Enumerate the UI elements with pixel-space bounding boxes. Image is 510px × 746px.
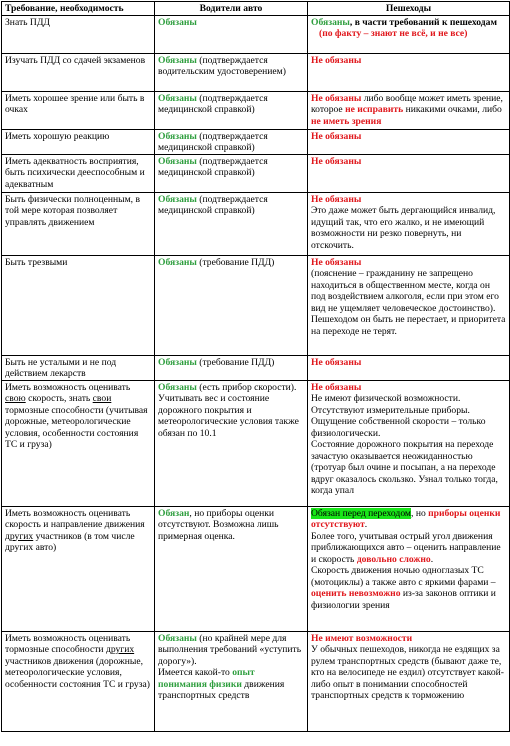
status-obliged: Обязаны [158, 92, 197, 104]
status-not-obliged: Не обязаны [311, 193, 362, 205]
table-row [2, 506, 510, 631]
status-obliged: Обязаны [158, 155, 197, 167]
drivers-cell [155, 631, 308, 731]
req-text: участников (в том числе других авто) [5, 530, 135, 553]
ped-text: либо вообще может иметь зрение, которое [311, 92, 503, 115]
comparison-table [1, 1, 510, 732]
requirement-cell [2, 380, 155, 506]
red-phrase: довольно сложно [356, 553, 431, 565]
pedestrians-cell [308, 631, 510, 731]
status-obliged: Обязаны [158, 356, 197, 368]
drivers-note: (подтверждается медицинской справкой) [158, 155, 268, 178]
requirement-cell [2, 506, 155, 631]
status-not-obliged: Не обязаны [311, 356, 362, 368]
drivers-cell [155, 506, 308, 631]
status-obliged: Обязаны [158, 256, 197, 268]
drivers-note: (есть прибор скорости). Учитывать вес и состояние дорожного покрытия и метеорологические условия также обязан по 10.1 [158, 381, 299, 439]
req-underlined: других [105, 644, 135, 655]
req-text: Иметь возможность оценивать тормозные способности [5, 632, 131, 655]
table-row [2, 355, 510, 380]
status-not-obliged: Не обязаны [311, 155, 362, 167]
requirement-cell [2, 631, 155, 731]
status-not-obliged: Не обязаны [311, 130, 362, 142]
highlighted-phrase: Обязан перед переходом [311, 507, 412, 519]
requirement-cell: Иметь адекватность восприятия, быть психически дееспособным и адекватным [2, 154, 155, 192]
drivers-note: (подтверждается медицинской справкой) [158, 130, 268, 153]
red-note: (по факту – знают не всё, и не все) [319, 28, 468, 39]
status-obliged: Обязаны [158, 16, 197, 28]
requirement-cell: Быть физически полноценным, в той мере которая позволяет управлять движением [2, 192, 155, 255]
table-header-row [2, 2, 510, 16]
req-text: тормозные способности (учитывая дорожные, метеорологические условия, особенности состояния ТС и груза) [5, 404, 148, 450]
header-pedestrians: Пешеходы [308, 2, 510, 16]
status-not-obliged: Не обязаны [311, 256, 362, 268]
drivers-note: (подтверждается медицинской справкой) [158, 92, 268, 115]
status-obliged: Обязаны [158, 130, 197, 142]
ped-text: Отсутствуют измерительные приборы. [311, 404, 470, 416]
pedestrians-cell [308, 380, 510, 506]
table-row [2, 91, 510, 129]
status-not-obliged: Не обязаны [311, 92, 362, 104]
red-phrase: приборы оценки отсутствуют [311, 507, 501, 530]
ped-text: Это даже может быть дергающийся инвалид, идущий так, что его жалко, и не имеющий возможности ни резко повернуть, ни отскочить. [311, 205, 496, 251]
status-obliged: Обязан [158, 507, 190, 519]
requirement-cell: Иметь хорошую реакцию [2, 129, 155, 154]
drivers-cell [155, 154, 308, 192]
ped-text: никакими очками, либо [403, 104, 502, 115]
red-phrase: оценить невозможно [311, 588, 401, 599]
drivers-cell [155, 380, 308, 506]
drivers-note: (подтверждается водительским удостоверением) [158, 54, 286, 77]
requirement-cell: Быть не усталыми и не под действием лекарств [2, 355, 155, 380]
green-phrase: опыт понимания физики [158, 667, 255, 690]
status-obliged: Обязаны [158, 193, 197, 205]
ped-text: Более того, учитывая острый угол движения приближающихся авто – оценить направление и скорость [311, 530, 501, 565]
pedestrians-cell [308, 355, 510, 380]
status-tail: , в части требований к пешеходам [349, 16, 497, 28]
table-row [2, 631, 510, 731]
pedestrians-cell [308, 192, 510, 255]
table-row [2, 255, 510, 355]
ped-text: , но [411, 507, 429, 519]
req-text: Иметь возможность оценивать скорость и направление движения [5, 507, 145, 530]
table-row [2, 192, 510, 255]
drivers-note: движения транспортных средств [158, 678, 285, 701]
req-underlined: других [5, 530, 34, 542]
pedestrians-cell [308, 154, 510, 192]
drivers-cell [155, 255, 308, 355]
req-underlined: свои [92, 393, 112, 404]
ped-text: Состояние дорожного покрытия на переходе зачастую оказывается неожиданностью (тротуар был очине и посыпан, а на переходе вдруг оказалось скользко. Узнал только тогда, когда упал [311, 439, 498, 496]
drivers-cell [155, 53, 308, 91]
req-underlined: свою [5, 393, 26, 404]
table-row [2, 15, 510, 53]
ped-text: из-за законов оптики и физиологии зрения [311, 588, 496, 611]
pedestrians-cell [308, 506, 510, 631]
req-text: Иметь возможность оценивать [5, 381, 131, 393]
status-obliged: Обязаны [158, 381, 197, 393]
ped-text: Скорость движения ночью одноглазых ТС (мотоциклы) а также авто с яркими фарами – [311, 565, 496, 588]
drivers-note: (но крайней мере для выполнения требований «уступить дорогу»). [158, 632, 302, 667]
table-row [2, 53, 510, 91]
ped-text: . [364, 519, 368, 530]
ped-text: (пояснение – гражданину не запрещено находиться в общественном месте, когда он под воздействием алкоголя, если при этом его вид не ущемляет человеческое достоинство). [311, 268, 499, 314]
drivers-cell [155, 129, 308, 154]
header-requirement: Требование, необходимость [2, 2, 155, 16]
pedestrians-cell [308, 129, 510, 154]
requirement-cell: Изучать ПДД со сдачей экзаменов [2, 53, 155, 91]
requirement-cell: Знать ПДД [2, 15, 155, 53]
status-no-ability: Не имеют возможности [311, 632, 413, 644]
req-text: участников движения (дорожные, метеорологические условия, особенности состояния ТС и груза) [5, 655, 150, 690]
header-drivers: Водители авто [155, 2, 308, 16]
drivers-cell [155, 15, 308, 53]
pedestrians-cell [308, 15, 510, 53]
drivers-note: , но приборы оценки отсутствуют. Возможна лишь примерная оценка. [158, 507, 279, 542]
req-text: скорость, знать [25, 393, 93, 404]
ped-text: Ощущение собственной скорости – только физиологически. [311, 416, 486, 439]
pedestrians-cell [308, 53, 510, 91]
drivers-cell [155, 192, 308, 255]
ped-text: Не имеют физической возможности. [311, 393, 461, 404]
pedestrians-cell [308, 255, 510, 355]
drivers-note: Имеется какой-то [158, 667, 233, 678]
drivers-cell [155, 91, 308, 129]
ped-text: У обычных пешеходов, никогда не ездящих за рулем транспортных средств (бывают даже те, кто на велосипеде не ездил) отсутствует какой-либо опыт в понимании способностей транспортных средств к торможению [311, 644, 504, 701]
table-row [2, 154, 510, 192]
drivers-cell [155, 355, 308, 380]
drivers-note: (требование ПДД) [196, 256, 275, 268]
status-not-obliged: Не обязаны [311, 381, 362, 393]
red-phrase: не иметь зрения [311, 115, 382, 127]
pedestrians-cell [308, 91, 510, 129]
status-obliged: Обязаны [158, 632, 197, 644]
requirement-cell: Иметь хорошее зрение или быть в очках [2, 91, 155, 129]
red-phrase: не исправить [345, 104, 404, 115]
ped-text: . [430, 553, 434, 565]
drivers-note: (требование ПДД) [196, 356, 275, 368]
requirement-cell: Быть трезвыми [2, 255, 155, 355]
status-obliged: Обязаны [311, 16, 350, 28]
ped-text: Пешеходом он быть не перестает, и приоритета на переходе не терят. [311, 314, 506, 337]
status-not-obliged: Не обязаны [311, 54, 362, 66]
table-row [2, 380, 510, 506]
drivers-note: (подтверждается медицинской справкой) [158, 193, 268, 216]
table-row [2, 129, 510, 154]
status-obliged: Обязаны [158, 54, 197, 66]
